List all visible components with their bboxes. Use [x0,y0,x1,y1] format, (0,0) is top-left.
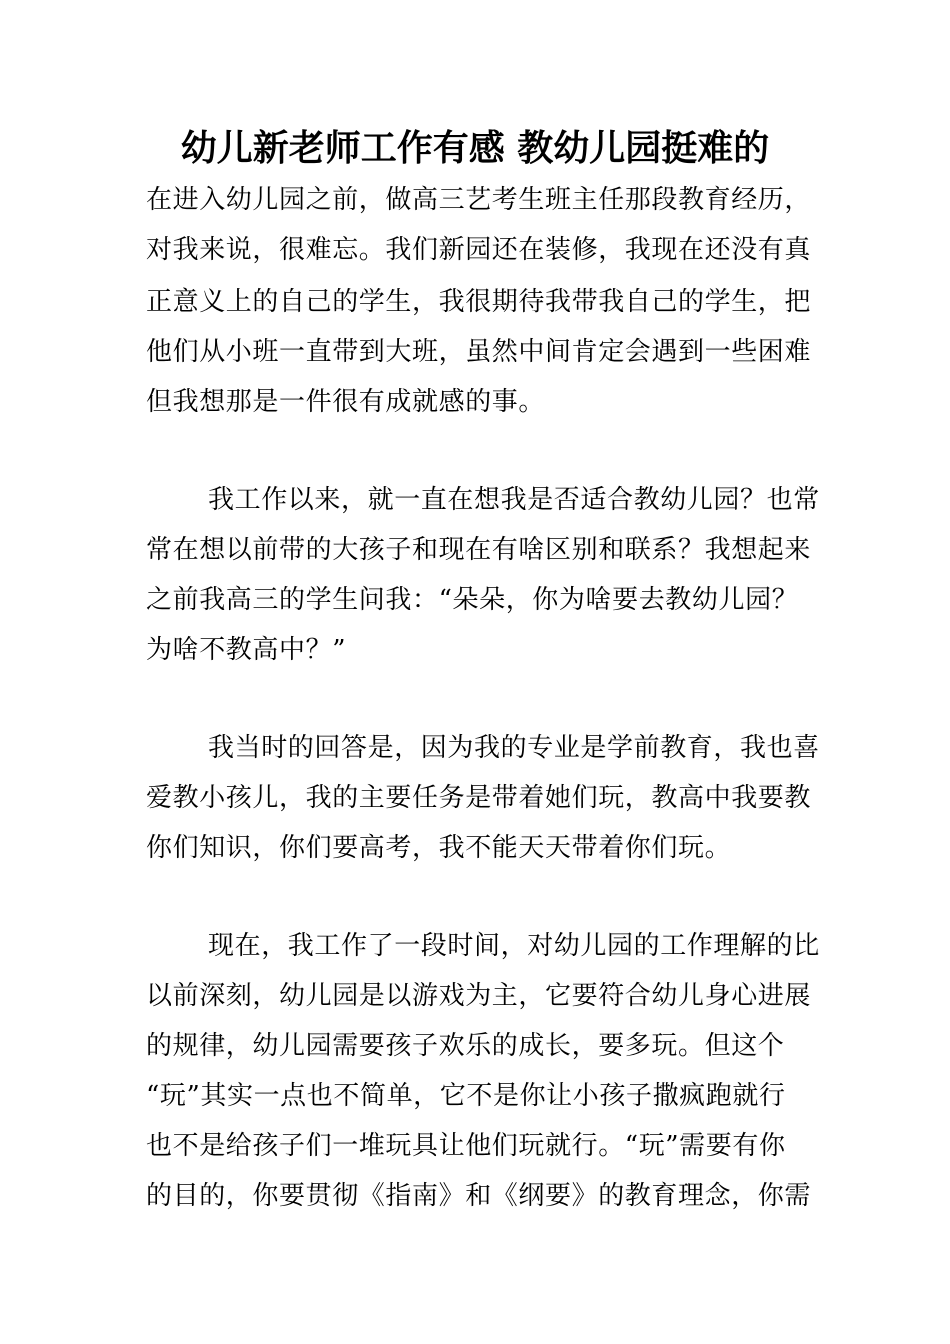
paragraph-4-line-2: 以前深刻，幼儿园是以游戏为主，它要符合幼儿身心进展 [146,981,812,1011]
paragraph-4-line-1: 现在，我工作了一段时间，对幼儿园的工作理解的比 [208,931,820,961]
paragraph-3-line-3: 你们知识，你们要高考，我不能天天带着你们玩。 [146,833,732,863]
paragraph-4-line-5: 也不是给孩子们一堆玩具让他们玩就行。“玩”需要有你 [146,1131,786,1161]
paragraph-1-line-3: 正意义上的自己的学生，我很期待我带我自己的学生，把 [146,287,812,317]
paragraph-2-line-3: 之前我高三的学生问我：“朵朵，你为啥要去教幼儿园？ [146,585,799,615]
paragraph-4-line-6: 的目的，你要贯彻《指南》和《纲要》的教育理念，你需 [146,1181,812,1211]
paragraph-2-line-4: 为啥不教高中？” [146,635,347,665]
paragraph-3-line-1: 我当时的回答是，因为我的专业是学前教育，我也喜 [208,733,820,763]
paragraph-3-line-2: 爱教小孩儿，我的主要任务是带着她们玩，教高中我要教 [146,783,812,813]
document-title: 幼儿新老师工作有感 教幼儿园挺难的 [180,128,770,169]
paragraph-4-line-4: “玩”其实一点也不简单，它不是你让小孩子撒疯跑就行 [146,1081,786,1111]
paragraph-1-line-4: 他们从小班一直带到大班，虽然中间肯定会遇到一些困难 [146,337,812,367]
paragraph-2-line-1: 我工作以来，就一直在想我是否适合教幼儿园？也常 [208,485,820,515]
paragraph-4-line-3: 的规律，幼儿园需要孩子欢乐的成长，要多玩。但这个 [146,1031,785,1061]
paragraph-1-line-2: 对我来说，很难忘。我们新园还在装修，我现在还没有真 [146,235,812,265]
paragraph-1-line-1: 在进入幼儿园之前，做高三艺考生班主任那段教育经历， [146,185,812,215]
paragraph-1-line-5: 但我想那是一件很有成就感的事。 [146,387,546,417]
paragraph-2-line-2: 常在想以前带的大孩子和现在有啥区别和联系？我想起来 [146,535,812,565]
